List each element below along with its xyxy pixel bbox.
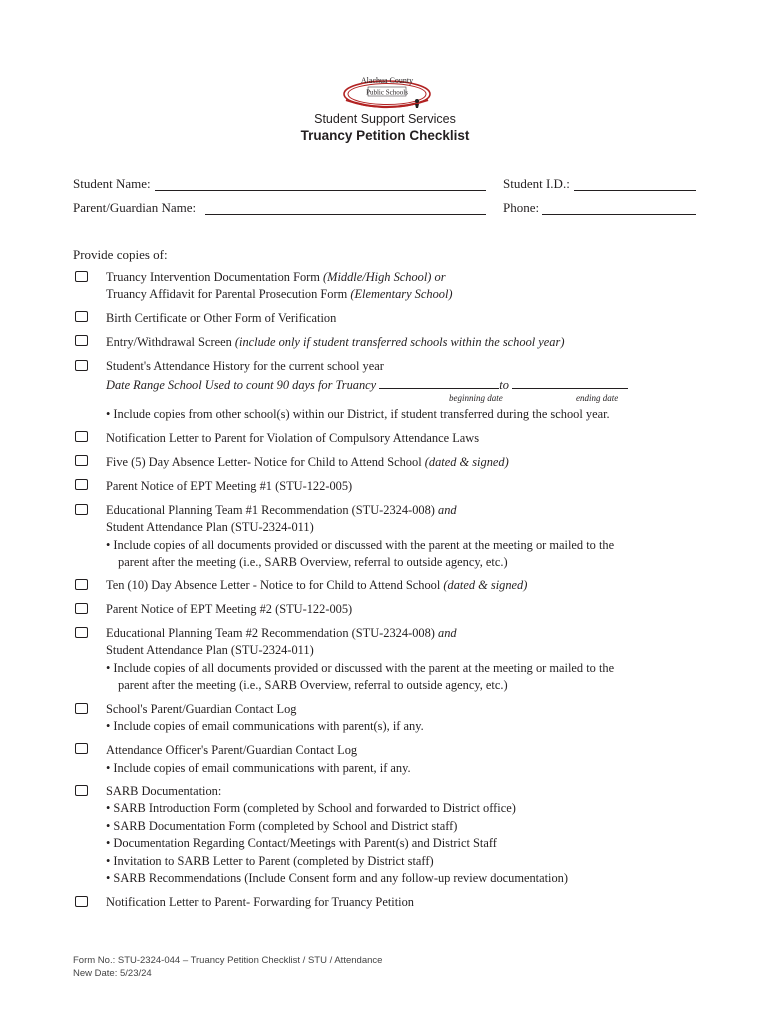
item-five-day-letter: Five (5) Day Absence Letter- Notice for Child to Attend School (dated & signed) (106, 455, 509, 469)
provide-copies-label: Provide copies of: (73, 247, 168, 262)
phone-label: Phone: (503, 200, 540, 215)
checkbox-ept-notice-2[interactable] (75, 603, 88, 614)
item-date-range: Date Range School Used to count 90 days for Truancy to (106, 376, 628, 393)
item-other-schools-note: • Include copies from other school(s) within our District, if student transferred during the school year. (106, 407, 610, 421)
svg-text:Alachua County: Alachua County (360, 76, 414, 85)
checkbox-sarb-documentation[interactable] (75, 785, 88, 796)
phone-line[interactable] (542, 200, 696, 215)
item-ten-day-letter: Ten (10) Day Absence Letter - Notice to for Child to Attend School (dated & signed) (106, 578, 528, 592)
checkbox-birth-certificate[interactable] (75, 311, 88, 322)
item-forwarding-letter: Notification Letter to Parent- Forwarding for Truancy Petition (106, 895, 414, 909)
page-title: Truancy Petition Checklist (300, 128, 470, 143)
parent-name-label: Parent/Guardian Name: (73, 200, 197, 215)
ending-date-line[interactable] (512, 376, 628, 389)
item-ept2-note-line1: • Include copies of all documents provided or discussed with the parent at the meeting or mailed to the (106, 661, 615, 675)
item-attendance-history: Student's Attendance History for the current school year (106, 359, 384, 373)
checkbox-entry-withdrawal[interactable] (75, 335, 88, 346)
item-officer-contact-log: Attendance Officer's Parent/Guardian Contact Log (106, 743, 358, 757)
student-id-line[interactable] (574, 176, 696, 191)
item-ept-recommendation-1: Educational Planning Team #1 Recommendation (STU-2324-008) and (106, 503, 457, 517)
item-truancy-affidavit: Truancy Affidavit for Parental Prosecution Form (Elementary School) (106, 287, 453, 301)
student-id-label: Student I.D.: (503, 176, 570, 191)
checkbox-ept-recommendation-1[interactable] (75, 504, 88, 515)
item-ept-recommendation-2: Educational Planning Team #2 Recommendation (STU-2324-008) and (106, 626, 457, 640)
item-ept-notice-2: Parent Notice of EPT Meeting #2 (STU-122-005) (106, 602, 353, 616)
item-entry-withdrawal: Entry/Withdrawal Screen (include only if student transferred schools within the school year) (106, 335, 565, 349)
school-district-logo (342, 74, 432, 110)
checkbox-ept-recommendation-2[interactable] (75, 627, 88, 638)
item-notification-letter: Notification Letter to Parent for Violation of Compulsory Attendance Laws (106, 431, 480, 445)
item-ept1-note-line1: • Include copies of all documents provided or discussed with the parent at the meeting or mailed to the (106, 538, 615, 552)
item-ept1-note-line2: parent after the meeting (i.e., SARB Overview, referral to outside agency, etc.) (118, 555, 508, 569)
svg-text:Public Schools: Public Schools (366, 88, 408, 97)
checkbox-five-day-letter[interactable] (75, 455, 88, 466)
item-sarb-documentation: SARB Documentation: (106, 784, 222, 798)
item-attendance-plan-2: Student Attendance Plan (STU-2324-011) (106, 643, 314, 657)
form-footer (73, 954, 382, 980)
item-birth-certificate: Birth Certificate or Other Form of Verification (106, 311, 337, 325)
checkbox-notification-letter[interactable] (75, 431, 88, 442)
checkbox-officer-contact-log[interactable] (75, 743, 88, 754)
item-officer-contact-log-note: • Include copies of email communications with parent, if any. (106, 761, 411, 775)
checkbox-school-contact-log[interactable] (75, 703, 88, 714)
student-name-label: Student Name: (73, 176, 151, 191)
checkbox-ept-notice-1[interactable] (75, 479, 88, 490)
checkbox-truancy-intervention[interactable] (75, 271, 88, 282)
item-sarb-recommendations: • SARB Recommendations (Include Consent form and any follow-up review documentation) (106, 871, 569, 885)
checkbox-forwarding-letter[interactable] (75, 896, 88, 907)
item-attendance-plan-1: Student Attendance Plan (STU-2324-011) (106, 520, 314, 534)
beginning-date-line[interactable] (379, 376, 499, 389)
department-name: Student Support Services (314, 112, 456, 126)
footer-form-number: Form No.: STU-2324-044 – Truancy Petition Checklist / STU / Attendance (73, 955, 383, 966)
item-sarb-doc-form: • SARB Documentation Form (completed by School and District staff) (106, 819, 458, 833)
parent-name-line[interactable] (205, 200, 486, 215)
checkbox-ten-day-letter[interactable] (75, 579, 88, 590)
item-sarb-contact-docs: • Documentation Regarding Contact/Meetings with Parent(s) and District Staff (106, 836, 497, 850)
beginning-date-caption: beginning date (449, 393, 503, 403)
footer-date: New Date: 5/23/24 (73, 968, 152, 979)
item-truancy-intervention-form: Truancy Intervention Documentation Form (Middle/High School) or (106, 270, 446, 284)
ending-date-caption: ending date (576, 393, 619, 403)
item-school-contact-log-note: • Include copies of email communications with parent(s), if any. (106, 719, 424, 733)
item-sarb-invitation: • Invitation to SARB Letter to Parent (completed by District staff) (106, 854, 434, 868)
item-ept-notice-1: Parent Notice of EPT Meeting #1 (STU-122-005) (106, 479, 353, 493)
student-name-line[interactable] (155, 176, 486, 191)
checkbox-attendance-history[interactable] (75, 360, 88, 371)
item-school-contact-log: School's Parent/Guardian Contact Log (106, 702, 297, 716)
item-ept2-note-line2: parent after the meeting (i.e., SARB Overview, referral to outside agency, etc.) (118, 678, 508, 692)
item-sarb-intro-form: • SARB Introduction Form (completed by School and forwarded to District office) (106, 801, 516, 815)
